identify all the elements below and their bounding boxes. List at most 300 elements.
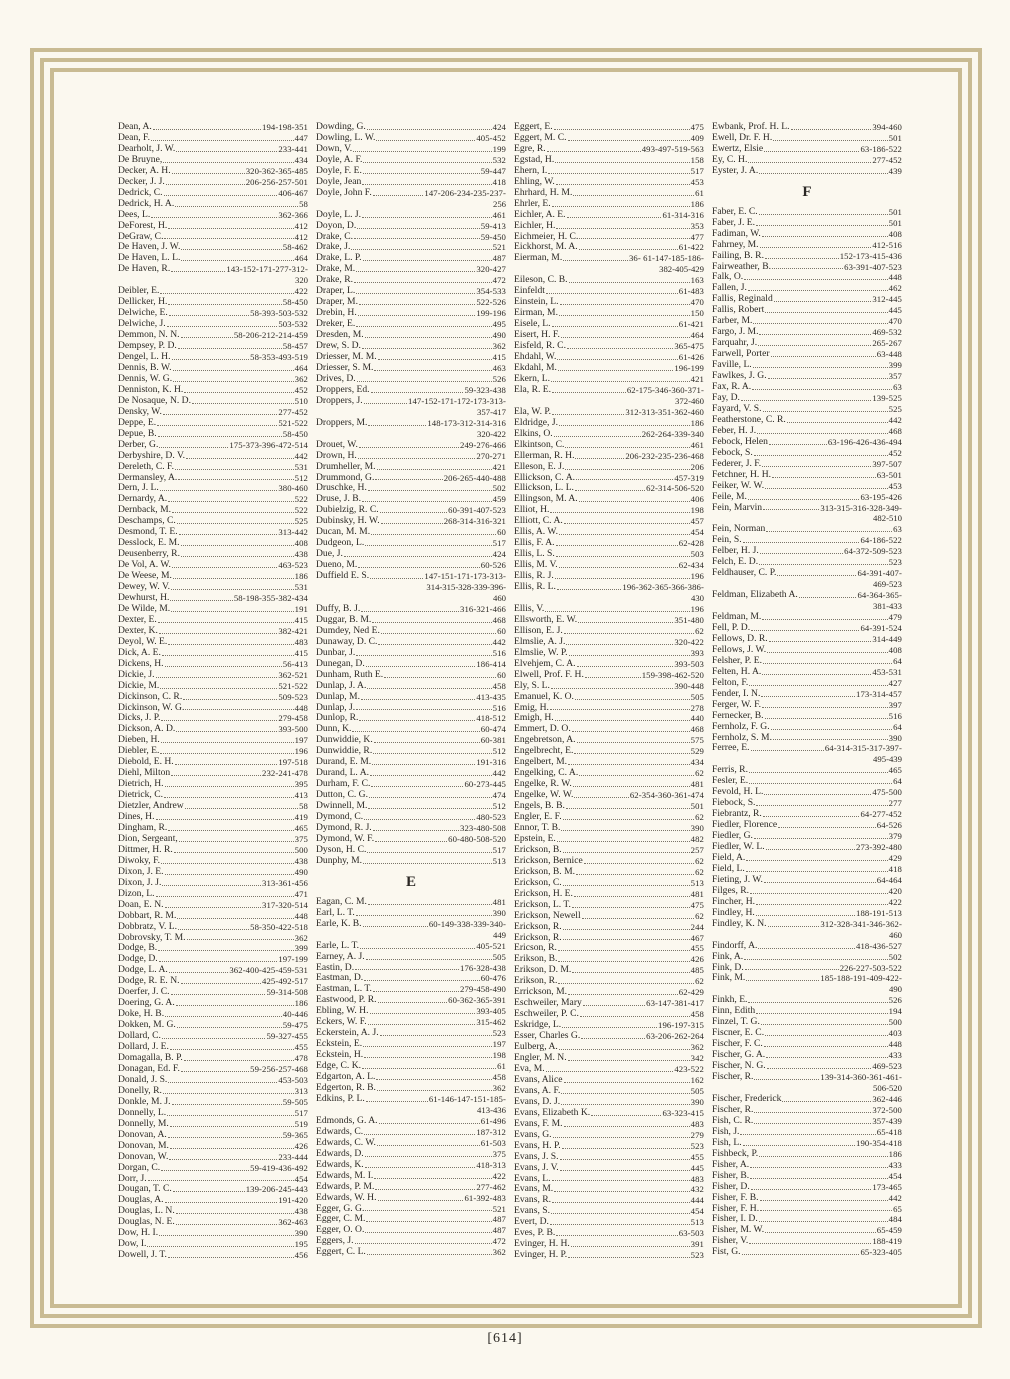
entry-pages: 465: [294, 823, 308, 833]
index-entry: [514, 451, 704, 462]
dot-leader: [559, 566, 678, 568]
dot-leader: [374, 1177, 491, 1179]
dot-leader: [376, 1078, 491, 1080]
dot-leader: [556, 227, 689, 229]
dot-leader: [567, 347, 673, 349]
dot-leader: [550, 708, 690, 710]
entry-pages: 505: [492, 951, 506, 962]
entry-pages: 442: [888, 414, 902, 425]
entry-name: Droppers, J.: [316, 394, 363, 406]
entry-pages: 63-147-381-417: [646, 998, 704, 1009]
entry-name: Dieben, H.: [118, 734, 160, 746]
dot-leader: [547, 150, 641, 152]
entry-name: Federer, J. F.: [712, 457, 762, 469]
entry-name: Fishbeck, P.: [712, 1147, 759, 1159]
entry-name: Erickson, Bernice: [514, 854, 583, 866]
entry-name: Fisher, M. W.: [712, 1224, 765, 1236]
dot-leader: [769, 640, 872, 642]
dot-leader: [370, 577, 423, 579]
dot-leader: [765, 257, 839, 259]
entry-pages: 279-458: [278, 713, 308, 724]
dot-leader: [378, 1001, 448, 1003]
dot-leader: [760, 1209, 892, 1211]
entry-pages: 463-523: [278, 560, 308, 571]
entry-pages: 277: [888, 798, 902, 809]
entry-pages: 61-421: [678, 319, 704, 330]
dot-leader: [358, 457, 476, 459]
entry-pages: 521: [492, 1203, 506, 1214]
entry-pages: 470: [690, 297, 704, 308]
dot-leader: [766, 530, 892, 532]
entry-pages: 64-464: [876, 874, 902, 885]
entry-name: Eichmeier, H. C.: [514, 230, 579, 242]
dot-leader: [370, 1012, 476, 1014]
entry-name: Dernardy, A.: [118, 493, 168, 505]
index-entry: [514, 692, 704, 703]
dot-leader: [184, 391, 293, 393]
entry-name: Drake, L. P.: [316, 252, 362, 264]
entry-name: Dearholt, J. W.: [118, 142, 176, 154]
entry-pages: 60-480-508-520: [448, 833, 506, 844]
dot-leader: [574, 796, 628, 798]
entry-pages: 372-500: [872, 1104, 902, 1115]
entry-pages: 448: [294, 910, 308, 921]
entry-pages: 206-265-440-488: [443, 472, 506, 483]
dot-leader: [176, 730, 277, 732]
entry-pages: 433: [888, 1159, 902, 1170]
entry-name: Emanuel, K. O.: [514, 690, 574, 702]
entry-pages: 469-532: [872, 327, 902, 338]
entry-name: Derbyshire, D. V.: [118, 449, 186, 461]
entry-name: Eichler, A. E.: [514, 208, 566, 220]
dot-leader: [161, 862, 294, 864]
entry-name: Ellsworth, E. W.: [514, 613, 578, 625]
entry-pages: 196-197-315: [658, 1020, 704, 1031]
entry-pages: 484: [888, 1214, 902, 1225]
entry-name: Erickson, L. T.: [514, 898, 571, 910]
entry-pages: 362: [294, 373, 308, 384]
entry-name: Ekdahl, M.: [514, 361, 557, 373]
dot-leader: [766, 848, 855, 850]
entry-name: Dunphy, M.: [316, 854, 363, 866]
entry-name: Eggers, J.: [316, 1235, 354, 1247]
entry-name: Evans, S.: [514, 1205, 550, 1217]
entry-name: Edwards, M. I.: [316, 1169, 374, 1181]
entry-pages: 63-503: [678, 1228, 704, 1239]
entry-pages: 525: [888, 403, 902, 414]
entry-pages: 173-314-457: [856, 688, 902, 699]
dot-leader: [591, 1114, 661, 1116]
entry-name: Fawlkes, J. G.: [712, 370, 767, 382]
entry-pages: 390: [888, 732, 902, 743]
entry-pages: 62: [695, 866, 704, 877]
entry-pages: 393-405: [476, 1006, 506, 1017]
entry-pages: 362-400-425-459-531: [229, 965, 308, 976]
entry-pages: 59-327-455: [266, 1031, 308, 1042]
entry-pages: 56-413: [282, 658, 308, 669]
index-entry: [514, 440, 704, 451]
index-entry: [514, 1152, 704, 1163]
entry-name: Fischer, R.: [712, 1103, 754, 1115]
entry-name: Elwell, Prof. F. H.: [514, 668, 584, 680]
entry-pages: 61-426: [678, 352, 704, 363]
dot-leader: [359, 303, 475, 305]
entry-name: Evans, F. M.: [514, 1117, 563, 1129]
entry-name: Donagan, Ed. F.: [118, 1062, 180, 1074]
entry-name: Desslock, E. M.: [118, 537, 180, 549]
dot-leader: [179, 533, 278, 535]
dot-leader: [364, 1133, 475, 1135]
entry-name: Eggert, C. L.: [316, 1246, 366, 1258]
entry-pages: 399: [888, 360, 902, 371]
entry-name: Fernecker, B.: [712, 709, 764, 721]
dot-leader: [768, 377, 888, 379]
entry-name: Droppers, M.: [316, 416, 368, 428]
entry-pages: 419: [294, 812, 308, 823]
dot-leader: [368, 424, 426, 426]
entry-pages: 59-314-508: [266, 987, 308, 998]
entry-pages: 197-518: [278, 757, 308, 768]
entry-name: Erikson, D. M.: [514, 964, 572, 976]
entry-name: Dunham, Ruth E.: [316, 668, 384, 680]
dot-leader: [572, 730, 690, 732]
entry-name: Evinger, H. P.: [514, 1249, 568, 1261]
index-entry: [316, 681, 506, 692]
entry-pages: 199: [492, 143, 506, 154]
dot-leader: [162, 884, 261, 886]
dot-leader: [757, 432, 888, 434]
entry-name: Dueno, M.: [316, 559, 358, 571]
entry-pages: 468: [492, 614, 506, 625]
dot-leader: [366, 1100, 428, 1102]
dot-leader: [181, 248, 281, 250]
index-entry: [118, 210, 308, 221]
entry-pages: 375: [294, 833, 308, 844]
entry-name: Dobrovsky, T. M.: [118, 931, 186, 943]
dot-leader: [362, 183, 491, 185]
entry-pages: 257: [690, 844, 704, 855]
entry-name: Ennor, T. B.: [514, 822, 561, 833]
dot-leader: [362, 216, 492, 218]
entry-name: Erickson, B.: [514, 843, 562, 855]
entry-pages: 482: [690, 833, 704, 844]
entry-pages: 469-523: [872, 1061, 902, 1072]
entry-name: Edwards, D.: [316, 1147, 364, 1159]
index-entry: [712, 492, 902, 503]
entry-pages: 405-452: [476, 132, 506, 143]
index-entry: [118, 670, 308, 681]
entry-name: Evans, G.: [514, 1128, 552, 1140]
entry-pages: 312-445: [872, 294, 902, 305]
entry-pages: 277-452: [872, 154, 902, 165]
dot-leader: [741, 399, 871, 401]
entry-name: Evinger, H. H.: [514, 1238, 570, 1250]
entry-name: Edge, C. K.: [316, 1060, 362, 1072]
entry-pages: 393-503: [674, 658, 704, 669]
entry-pages: 523: [690, 1250, 704, 1261]
dot-leader: [740, 1133, 875, 1135]
index-entry: [712, 973, 902, 984]
entry-pages: 265-267: [872, 338, 902, 349]
entry-name: Feldhauser, C. P.: [712, 567, 777, 579]
index-entry: [712, 952, 902, 963]
entry-pages: 453: [888, 480, 902, 491]
index-entry: [118, 692, 308, 703]
entry-pages: 481: [690, 779, 704, 790]
dot-leader: [147, 1245, 293, 1247]
entry-pages: 478: [294, 1053, 308, 1064]
entry-name: Evans, Alice: [514, 1073, 563, 1085]
dot-leader: [555, 577, 690, 579]
dot-leader: [756, 224, 888, 226]
index-entry: [316, 440, 506, 451]
entry-pages: 315-462: [476, 1017, 506, 1028]
index-entry: [712, 503, 902, 514]
dot-leader: [575, 698, 690, 700]
entry-pages: 342: [690, 1053, 704, 1064]
entry-name: Dewhurst, H.: [118, 591, 170, 603]
entry-pages: 470: [888, 316, 902, 327]
index-entry: [712, 459, 902, 470]
index-entry: [712, 229, 902, 240]
entry-pages: 362-521: [278, 669, 308, 680]
entry-name: Finzel, T. G.: [712, 1016, 760, 1028]
dot-leader: [759, 172, 887, 174]
dot-leader: [763, 815, 860, 817]
entry-pages: 426: [690, 954, 704, 965]
entry-pages: 440: [690, 713, 704, 724]
dot-leader: [557, 840, 690, 842]
entry-name: Fein, S.: [712, 534, 742, 546]
entry-pages: 262-264-339-340: [641, 428, 704, 439]
entry-name: Ferree, E.: [712, 742, 750, 754]
entry-pages: 186: [888, 1148, 902, 1159]
entry-name: Featherstone, C. R.: [712, 413, 786, 425]
entry-name: Failing, B. R.: [712, 249, 764, 261]
entry-name: Dennis, W. G.: [118, 372, 173, 384]
entry-pages: 61-392-483: [464, 1192, 506, 1203]
entry-name: Drives, D.: [316, 372, 356, 384]
entry-name: Eirman, M.: [514, 307, 558, 319]
entry-name: Dereleth, C. F.: [118, 460, 174, 472]
entry-pages: 513: [492, 855, 506, 866]
entry-name: Fischer, F. C.: [712, 1038, 763, 1050]
entry-name: Derber, G.: [118, 438, 159, 450]
entry-name: Evans, A. F.: [514, 1084, 561, 1096]
entry-pages: 163: [690, 275, 704, 286]
dot-leader: [365, 1155, 492, 1157]
index-entry: [316, 1247, 506, 1258]
dot-leader: [758, 344, 871, 346]
entry-pages: 58-462: [282, 242, 308, 253]
entry-pages: 433: [888, 1050, 902, 1061]
entry-pages: 61-146-147-151-185-: [428, 1093, 506, 1104]
entry-pages: 456: [294, 1250, 308, 1261]
dot-leader: [364, 402, 407, 404]
dot-leader: [168, 1256, 294, 1258]
entry-pages: 273-392-480: [856, 842, 902, 853]
dot-leader: [352, 730, 479, 732]
entry-name: Eulberg, A.: [514, 1041, 558, 1053]
entry-name: Febock, S.: [712, 446, 753, 458]
index-entry: [316, 1182, 506, 1193]
entry-name: Dubielzig, R. C.: [316, 504, 379, 516]
dot-leader: [562, 1026, 657, 1028]
dot-leader: [756, 804, 887, 806]
entry-name: Eichler, H.: [514, 219, 556, 231]
entry-pages: 465: [888, 765, 902, 776]
entry-name: Donnelly, L.: [118, 1106, 167, 1118]
entry-name: Drouet, W.: [316, 438, 358, 450]
index-entry: [316, 538, 506, 549]
dot-leader: [557, 588, 622, 590]
entry-pages: 517: [690, 165, 704, 176]
dot-leader: [772, 267, 843, 269]
dot-leader: [748, 498, 860, 500]
entry-name: DeGraw, C.: [118, 230, 164, 242]
entry-name: Desmond, T. E.: [118, 526, 178, 538]
entry-pages: 62: [695, 855, 704, 866]
dot-leader: [161, 1169, 249, 1171]
entry-pages: 63-206-262-264: [646, 1031, 704, 1042]
dot-leader: [364, 818, 475, 820]
dot-leader: [550, 1223, 690, 1225]
dot-leader: [184, 1059, 294, 1061]
entry-pages: 317-320-514: [262, 899, 308, 910]
entry-pages: 501: [690, 801, 704, 812]
entry-name: Ellis, M. V.: [514, 559, 558, 571]
entry-name: Ela, W. P.: [514, 405, 552, 417]
dot-leader: [558, 982, 694, 984]
entry-pages: 365-475: [674, 341, 704, 352]
dot-leader: [368, 1023, 476, 1025]
dot-leader: [355, 968, 459, 970]
entry-name: Deyol, W. E.: [118, 635, 168, 647]
entry-name: Druschke, H.: [316, 482, 367, 494]
dot-leader: [156, 895, 294, 897]
dot-leader: [183, 698, 277, 700]
entry-name: Delwiche, J.: [118, 318, 166, 330]
dot-leader: [368, 489, 492, 491]
entry-pages: 529: [690, 746, 704, 757]
index-entry: [712, 382, 902, 393]
entry-pages: 439: [888, 165, 902, 176]
dot-leader: [559, 424, 690, 426]
entry-pages-continued: 460: [888, 929, 902, 940]
entry-pages: 59-323-438: [464, 384, 506, 395]
dot-leader: [381, 632, 496, 634]
dot-leader: [361, 610, 459, 612]
index-entry: [118, 1163, 308, 1174]
dot-leader: [163, 1092, 294, 1094]
dot-leader: [175, 763, 278, 765]
entry-name: Engelke, R. W.: [514, 778, 572, 790]
entry-name: Fish, C. R.: [712, 1114, 754, 1126]
entry-pages: 503-532: [278, 319, 308, 330]
dot-leader: [584, 862, 694, 864]
entry-pages: 461: [492, 209, 506, 220]
entry-name: Ekern, L.: [514, 372, 550, 384]
dot-leader: [744, 278, 887, 280]
dot-leader: [171, 993, 266, 995]
entry-name: Eisele, L.: [514, 318, 551, 330]
entry-pages: 59-419-436-492: [250, 1162, 308, 1173]
entry-pages: 323-480-508: [460, 823, 506, 833]
dot-leader: [751, 629, 859, 631]
entry-pages: 353: [690, 220, 704, 231]
entry-pages: 196: [690, 603, 704, 614]
entry-pages: 516: [492, 702, 506, 713]
index-entry: [514, 582, 704, 593]
entry-pages: 61: [695, 187, 704, 198]
dot-leader: [767, 651, 888, 653]
dot-leader: [750, 892, 888, 894]
entry-pages: 191: [294, 603, 308, 614]
dot-leader: [356, 325, 491, 327]
entry-name: Due, J.: [316, 548, 343, 560]
entry-pages: 186: [690, 417, 704, 428]
entry-name: Dennis, B. W.: [118, 361, 172, 373]
entry-name: Dow, H. I.: [118, 1227, 159, 1239]
entry-pages: 139-314-360-361-461-: [820, 1072, 902, 1083]
dot-leader: [545, 610, 689, 612]
index-entry: [712, 1247, 902, 1258]
dot-leader: [178, 928, 249, 930]
entry-name: Dowling, L. W.: [316, 131, 376, 143]
entry-name: Fischer, R.: [712, 1071, 754, 1083]
entry-name: Fallen, J.: [712, 282, 747, 294]
entry-name: Febock, Helen: [712, 435, 768, 447]
dot-leader: [165, 906, 261, 908]
entry-name: De Vol, A. W.: [118, 559, 171, 571]
dot-leader: [551, 687, 673, 689]
dot-leader: [168, 643, 293, 645]
entry-name: Engler, M. N.: [514, 1052, 567, 1064]
index-entry: [316, 221, 506, 232]
entry-pages: 188-419: [872, 1236, 902, 1247]
dot-leader: [373, 990, 459, 992]
dot-leader: [159, 446, 228, 448]
entry-name: Ela, R. E.: [514, 383, 552, 395]
index-entry: [514, 385, 704, 396]
entry-pages: 501: [888, 217, 902, 228]
section-heading: F: [802, 183, 812, 200]
entry-pages: 59-256-257-468: [250, 1063, 308, 1074]
entry-name: Dietrick, C.: [118, 789, 164, 801]
entry-pages: 487: [492, 253, 506, 264]
dot-leader: [171, 588, 294, 590]
dot-leader: [572, 906, 690, 908]
entry-name: Dickens, H.: [118, 657, 164, 669]
dot-leader: [742, 1253, 860, 1255]
dot-leader: [344, 555, 492, 557]
entry-name: Domagalla, B. P.: [118, 1052, 183, 1064]
entry-pages: 268-314-316-321: [443, 516, 506, 527]
entry-pages: 191-316: [476, 757, 506, 768]
entry-name: Elliott, C. A.: [514, 515, 563, 527]
entry-name: De Bruyne,: [118, 153, 163, 165]
entry-pages: 65-323-405: [860, 1247, 902, 1258]
dot-leader: [167, 325, 278, 327]
entry-pages: 58-450: [282, 428, 308, 439]
dot-leader: [564, 522, 690, 524]
entry-name: Dedrick, H. A.: [118, 197, 175, 209]
index-column-4: [712, 121, 902, 1258]
entry-pages: 415: [294, 614, 308, 625]
entry-name: Drew, S. D.: [316, 340, 361, 352]
index-entry: [514, 429, 704, 440]
dot-leader: [551, 1212, 690, 1214]
